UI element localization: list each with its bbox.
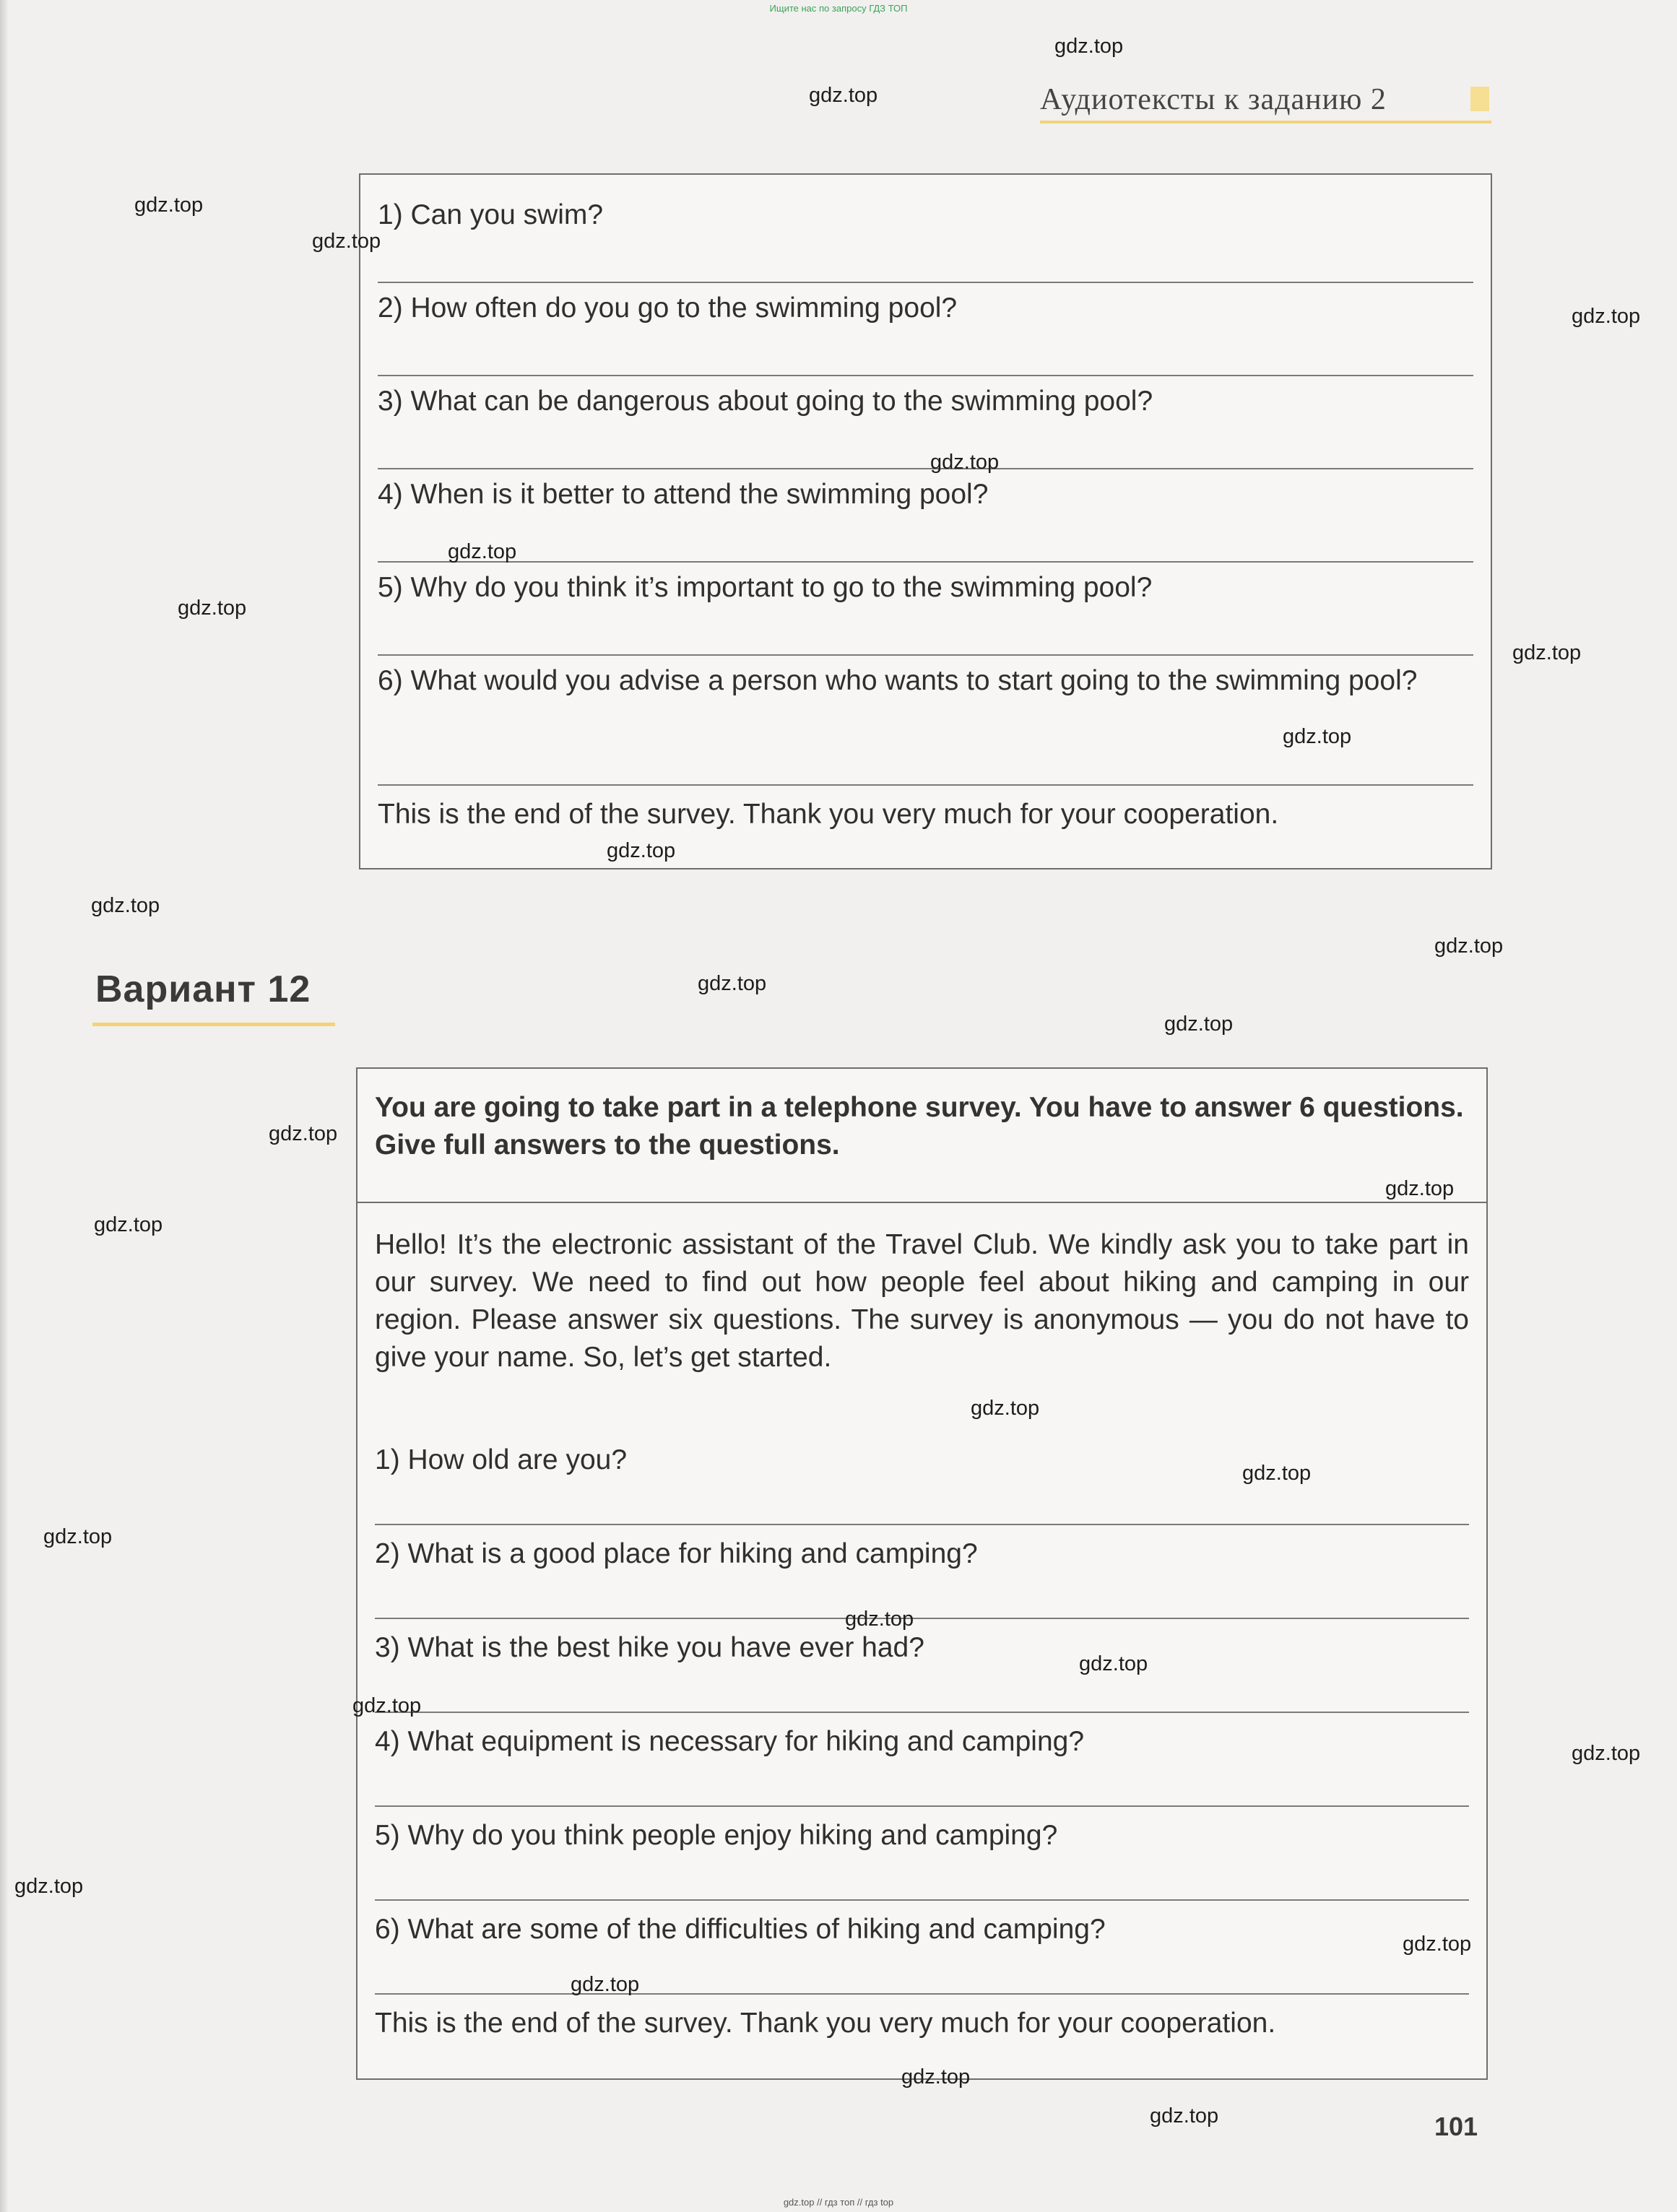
survey-2-closing: This is the end of the survey. Thank you very much for your cooperation. — [375, 2008, 1276, 2039]
watermark: gdz.top — [930, 451, 1000, 474]
answer-line — [375, 1805, 1469, 1807]
survey-2-question-3: 3) What is the best hike you have ever had? — [375, 1632, 924, 1663]
watermark: gdz.top — [14, 1875, 84, 1898]
variant-heading-underline — [92, 1023, 335, 1026]
running-head: Аудиотексты к заданию 2 — [1040, 83, 1387, 116]
watermark: gdz.top — [1434, 934, 1504, 958]
watermark: gdz.top — [1054, 35, 1124, 58]
page-gutter-shadow — [0, 0, 9, 2212]
answer-line — [378, 375, 1473, 376]
answer-line — [378, 468, 1473, 469]
watermark: gdz.top — [901, 2065, 971, 2089]
variant-heading: Вариант 12 — [95, 968, 311, 1010]
watermark: gdz.top — [91, 894, 160, 917]
answer-line — [375, 1524, 1469, 1525]
answer-line — [375, 1993, 1469, 1995]
watermark: gdz.top — [809, 84, 878, 107]
survey-1-question-6: 6) What would you advise a person who wants to start going to the swimming pool? — [378, 665, 1418, 696]
survey-2-panel — [356, 1067, 1488, 2080]
running-head-marker — [1470, 87, 1489, 111]
watermark: gdz.top — [94, 1213, 163, 1236]
watermark: gdz.top — [698, 972, 767, 995]
instruction-divider — [358, 1202, 1486, 1203]
survey-1-question-5: 5) Why do you think it’s important to go to the swimming pool? — [378, 572, 1153, 603]
watermark: gdz.top — [1403, 1933, 1472, 1956]
top-note: Ищите нас по запросу ГДЗ ТОП — [769, 3, 908, 14]
watermark: gdz.top — [1572, 1742, 1641, 1765]
watermark: gdz.top — [352, 1694, 422, 1717]
watermark: gdz.top — [571, 1973, 640, 1996]
answer-line — [375, 1618, 1469, 1619]
survey-1-panel — [359, 173, 1492, 869]
survey-2-intro: Hello! It’s the electronic assistant of the Travel Club. We kindly ask you to take part in our survey. We need to find out how people feel about hiking and camping in our region. Please answer six questions. The survey is anonymous — you do not have to give your name. So, let’s get started. — [375, 1229, 1469, 1373]
survey-2-question-6: 6) What are some of the difficulties of hiking and camping? — [375, 1914, 1106, 1945]
watermark: gdz.top — [845, 1608, 914, 1631]
watermark: gdz.top — [607, 839, 676, 862]
survey-2-instruction: You are going to take part in a telephone survey. You have to answer 6 questions. Give full answers to the questions. — [375, 1092, 1464, 1161]
watermark: gdz.top — [134, 194, 204, 217]
survey-1-question-3: 3) What can be dangerous about going to the swimming pool? — [378, 386, 1153, 417]
survey-2-question-2: 2) What is a good place for hiking and camping? — [375, 1538, 978, 1569]
watermark: gdz.top — [1283, 725, 1352, 748]
survey-2-question-4: 4) What equipment is necessary for hiking and camping? — [375, 1726, 1085, 1757]
answer-line — [375, 1899, 1469, 1901]
watermark: gdz.top — [312, 230, 381, 253]
answer-line — [375, 1712, 1469, 1713]
survey-2-question-5: 5) Why do you think people enjoy hiking and camping? — [375, 1820, 1058, 1851]
page-number: 101 — [1434, 2112, 1478, 2141]
watermark: gdz.top — [1385, 1177, 1455, 1200]
watermark: gdz.top — [448, 540, 517, 563]
answer-line — [378, 784, 1473, 786]
watermark: gdz.top — [1572, 305, 1641, 328]
watermark: gdz.top — [971, 1397, 1040, 1420]
answer-line — [378, 561, 1473, 563]
survey-1-closing: This is the end of the survey. Thank you very much for your cooperation. — [378, 799, 1279, 830]
watermark: gdz.top — [178, 597, 247, 620]
watermark: gdz.top — [43, 1525, 113, 1548]
survey-1-question-1: 1) Can you swim? — [378, 199, 604, 230]
survey-2-question-1: 1) How old are you? — [375, 1444, 628, 1475]
watermark: gdz.top — [269, 1122, 338, 1145]
answer-line — [378, 654, 1473, 656]
watermark: gdz.top — [1512, 641, 1582, 664]
watermark: gdz.top — [1079, 1652, 1148, 1675]
watermark: gdz.top — [1150, 2104, 1219, 2128]
bottom-note: gdz.top // гдз топ // гдз top — [783, 2197, 894, 2208]
watermark: gdz.top — [1164, 1012, 1234, 1036]
running-head-underline — [1040, 121, 1491, 123]
answer-line — [378, 282, 1473, 283]
survey-1-question-2: 2) How often do you go to the swimming pool? — [378, 292, 958, 324]
survey-1-question-4: 4) When is it better to attend the swimming pool? — [378, 479, 989, 510]
watermark: gdz.top — [1242, 1462, 1312, 1485]
